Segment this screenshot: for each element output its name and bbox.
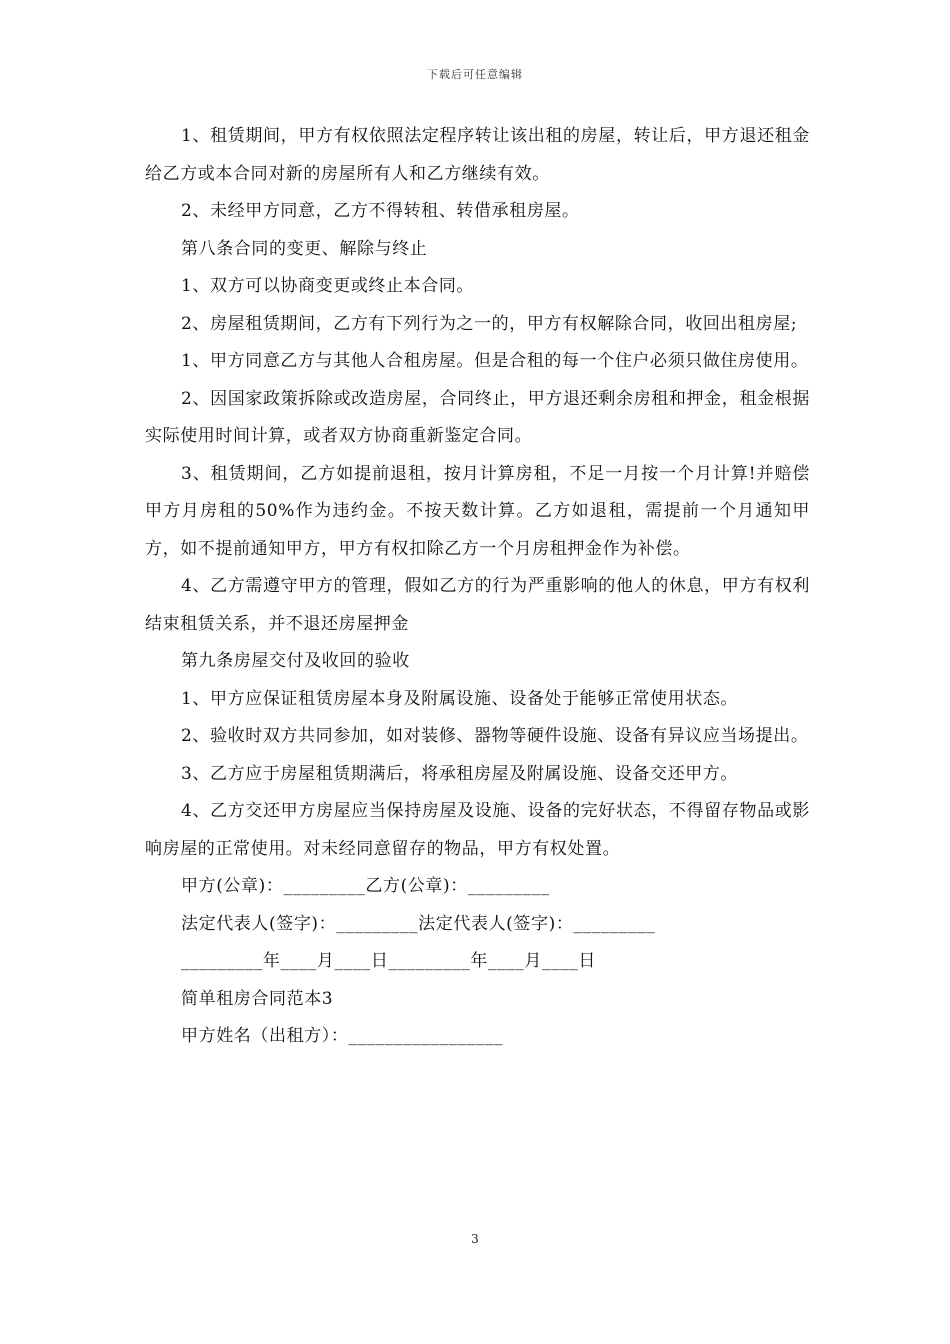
document-body (145, 118, 810, 1056)
section-heading: 简单租房合同范本3 (181, 988, 334, 1009)
paragraph: 1、双方可以协商变更或终止本合同。 (181, 276, 475, 296)
paragraph: 1、租赁期间，甲方有权依照法定程序转让该出租的房屋，转让后，甲方退还租金给乙方或本合同对新的房屋所有人和乙方继续有效。 (145, 126, 810, 184)
paragraph: 2、因国家政策拆除或改造房屋，合同终止，甲方退还剩余房租和押金，租金根据实际使用时间计算，或者双方协商重新鉴定合同。 (145, 388, 810, 446)
paragraph: 1、甲方同意乙方与其他人合租房屋。但是合租的每一个住户必须只做住房使用。 (181, 351, 809, 371)
paragraph: 2、未经甲方同意，乙方不得转租、转借承租房屋。 (181, 201, 580, 221)
section-heading: 第九条房屋交付及收回的验收 (181, 651, 410, 671)
page-number: 3 (471, 1232, 479, 1246)
paragraph: 2、验收时双方共同参加，如对装修、器物等硬件设施、设备有异议应当场提出。 (181, 726, 809, 746)
signature-line-representative: 法定代表人(签字)：_________法定代表人(签字)：_________ (181, 913, 656, 934)
signature-line-seal: 甲方(公章)：_________乙方(公章)：_________ (181, 876, 550, 896)
paragraph: 3、乙方应于房屋租赁期满后，将承租房屋及附属设施、设备交还甲方。 (181, 763, 739, 784)
paragraph: 4、乙方需遵守甲方的管理，假如乙方的行为严重影响的他人的休息，甲方有权利结束租赁关系，并不退还房屋押金 (145, 576, 810, 634)
paragraph: 3、租赁期间，乙方如提前退租，按月计算房租，不足一月按一个月计算!并赔偿甲方月房租的50%作为违约金。不按天数计算。乙方如退租，需提前一个月通知甲方，如不提前通知甲方，甲方有权扣除乙方一个月房租押金作为补偿。 (145, 463, 810, 559)
paragraph: 1、甲方应保证租赁房屋本身及附属设施、设备处于能够正常使用状态。 (181, 688, 739, 709)
paragraph: 甲方姓名（出租方）：_________________ (181, 1026, 504, 1046)
paragraph: 4、乙方交还甲方房屋应当保持房屋及设施、设备的完好状态，不得留存物品或影响房屋的正常使用。对未经同意留存的物品，甲方有权处置。 (145, 801, 810, 859)
signature-line-date: _________年____月____日_________年____月____日 (181, 951, 596, 971)
section-heading: 第八条合同的变更、解除与终止 (181, 238, 428, 259)
page-header: 下载后可任意编辑 (427, 68, 523, 81)
paragraph: 2、房屋租赁期间，乙方有下列行为之一的，甲方有权解除合同，收回出租房屋; (181, 313, 798, 334)
